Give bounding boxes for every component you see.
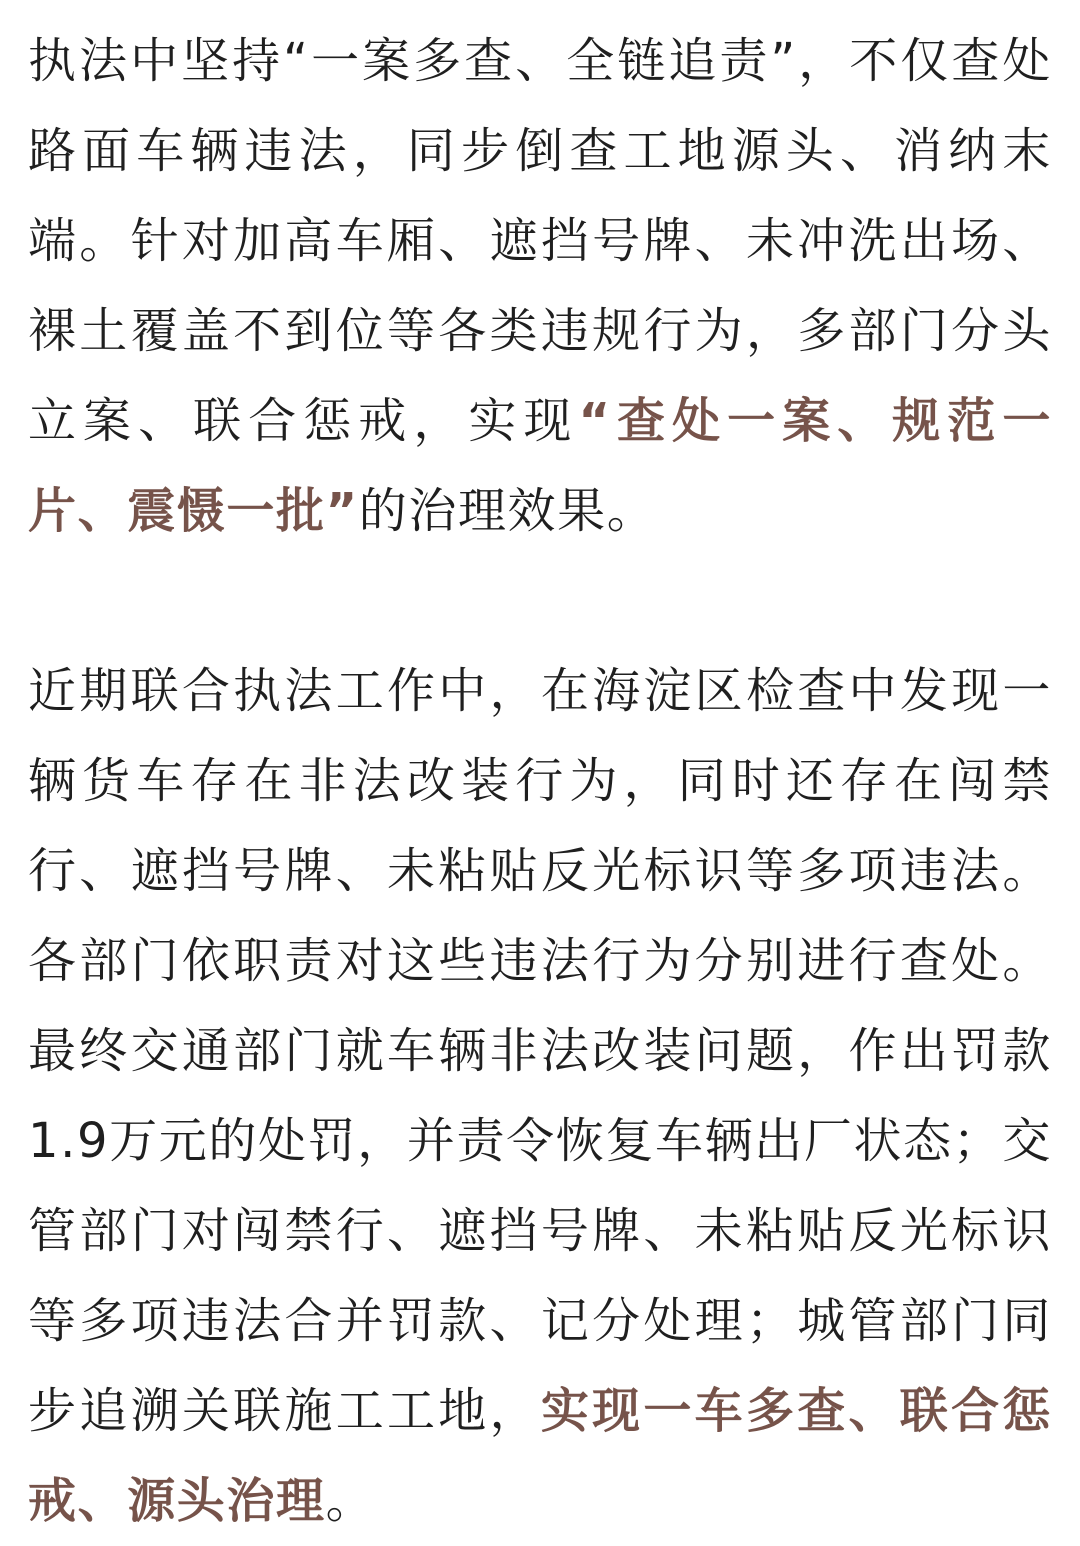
article-body [28,16,1052,1546]
paragraph-text: 的治理效果。 [358,483,657,539]
highlighted-conclusion: 实现一车多查、联合惩戒、源头治理 [28,1383,1052,1529]
paragraph-text: 近期联合执法工作中，在海淀区检查中发现一辆货车存在非法改装行为，同时还存在闯禁行、遮挡号牌、未粘贴反光标识等多项违法。各部门依职责对这些违法行为分别进行查处。最终交通部门就车辆非法改装问题，作出罚款1.9万元的处罚，并责令恢复车辆出厂状态；交管部门对闯禁行、遮挡号牌、未粘贴反光标识等多项违法合并罚款、记分处理；城管部门同步追溯关联施工工地， [28,663,1052,1439]
paragraph-text: 。 [325,1473,376,1529]
paragraph-case-example [28,646,1052,1546]
highlighted-quote: “查处一案、规范一片、震慑一批” [28,393,1052,539]
paragraph-enforcement-principle [28,16,1052,556]
paragraph-text: 执法中坚持“一案多查、全链追责”，不仅查处路面车辆违法，同步倒查工地源头、消纳末端。针对加高车厢、遮挡号牌、未冲洗出场、裸土覆盖不到位等各类违规行为，多部门分头立案、联合惩戒，实现 [28,33,1052,449]
